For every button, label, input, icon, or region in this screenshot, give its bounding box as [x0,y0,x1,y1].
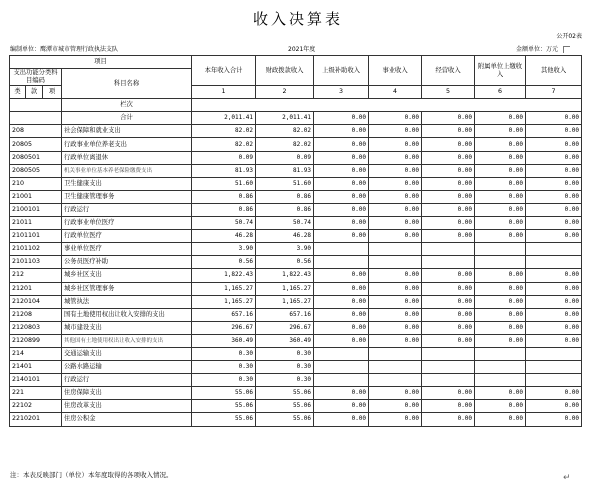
blank-cell [10,112,62,125]
amount-cell: 0.00 [475,308,526,321]
amount-cell: 0.00 [422,230,475,243]
function-code-cell: 2120104 [10,295,62,308]
amount-cell: 0.56 [192,256,256,269]
amount-cell: 0.00 [369,295,422,308]
amount-cell: 0.00 [314,151,369,164]
amount-cell: 1,822.43 [256,269,314,282]
amount-cell: 0.86 [192,190,256,203]
amount-cell [369,256,422,269]
amount-cell: 0.00 [314,295,369,308]
affiliated-income-header: 附属单位上缴收入 [475,56,526,86]
amount-cell: 0.00 [369,217,422,230]
amount-cell: 0.00 [314,400,369,413]
kind-header: 类 [10,86,26,99]
amount-cell: 0.00 [422,295,475,308]
function-code-cell: 214 [10,347,62,360]
subject-name-cell: 机关事业单位基本养老保险缴费支出 [62,164,192,177]
amount-cell [526,243,582,256]
column-index-label: 栏次 [62,99,192,112]
amount-cell: 0.09 [192,151,256,164]
amount-cell: 0.09 [256,151,314,164]
table-row [10,387,582,400]
amount-cell: 55.06 [192,413,256,426]
other-income-header: 其他收入 [526,56,582,86]
amount-cell: 55.06 [256,400,314,413]
table-row [10,400,582,413]
amount-cell: 51.60 [256,177,314,190]
blank-cell [10,99,62,112]
table-row [10,203,582,216]
compiling-unit: 编制单位：鹰潭市城市管理行政执法支队 [10,46,119,53]
amount-cell: 0.00 [475,387,526,400]
amount-cell: 0.00 [369,334,422,347]
amount-cell: 0.00 [369,321,422,334]
amount-cell [526,374,582,387]
amount-cell: 0.86 [256,203,314,216]
col-no: 1 [192,86,256,99]
amount-cell [475,243,526,256]
amount-cell: 296.67 [192,321,256,334]
amount-cell: 657.16 [192,308,256,321]
amount-cell: 0.00 [422,125,475,138]
amount-cell: 0.00 [526,138,582,151]
function-code-cell: 21011 [10,217,62,230]
amount-cell [475,256,526,269]
total-income-header: 本年收入合计 [192,56,256,86]
subject-name-cell: 其他国有土地使用权出让收入安排的支出 [62,334,192,347]
column-index-row [10,99,582,112]
amount-cell [475,361,526,374]
amount-cell: 0.00 [526,203,582,216]
paragraph-mark-icon: ↵ [563,473,571,483]
amount-cell: 0.00 [422,308,475,321]
subject-name-cell: 行政运行 [62,374,192,387]
amount-cell: 55.06 [256,387,314,400]
amount-cell: 0.00 [369,400,422,413]
page-title: 收入决算表 [252,10,343,28]
amount-cell: 0.00 [369,203,422,216]
amount-cell: 0.00 [475,138,526,151]
amount-cell: 0.00 [475,269,526,282]
section-header: 款 [26,86,43,99]
amount-cell: 0.00 [526,230,582,243]
subject-name-cell: 事业单位医疗 [62,243,192,256]
table-row [10,151,582,164]
corner-mark [563,46,570,53]
subject-name-cell: 城乡社区管理事务 [62,282,192,295]
amount-cell [369,243,422,256]
amount-cell: 1,165.27 [256,282,314,295]
amount-cell: 0.00 [314,164,369,177]
subject-name-header: 科目名称 [62,69,192,99]
amount-cell: 0.00 [526,334,582,347]
amount-cell: 55.06 [256,413,314,426]
amount-cell: 82.02 [256,138,314,151]
function-code-cell: 2080505 [10,164,62,177]
amount-cell: 0.00 [475,321,526,334]
amount-cell: 0.30 [256,374,314,387]
amount-cell: 0.00 [422,164,475,177]
amount-cell: 3.90 [192,243,256,256]
project-header: 项目 [10,56,192,69]
amount-cell: 0.00 [314,269,369,282]
amount-cell: 0.00 [475,164,526,177]
col-no: 2 [256,86,314,99]
amount-cell: 0.00 [369,230,422,243]
superior-subsidy-header: 上级补助收入 [314,56,369,86]
subject-name-cell: 城市建设支出 [62,321,192,334]
amount-cell: 50.74 [256,217,314,230]
blank-cell [192,99,582,112]
amount-cell: 0.00 [526,400,582,413]
table-row [10,269,582,282]
table-row [10,321,582,334]
fiscal-year: 2021年度 [288,46,316,53]
table-row [10,190,582,203]
table-row [10,413,582,426]
amount-cell: 0.00 [526,269,582,282]
table-row [10,308,582,321]
amount-cell: 0.00 [369,190,422,203]
amount-cell: 0.00 [369,387,422,400]
amount-cell [475,374,526,387]
table-row [10,177,582,190]
amount-cell: 0.00 [422,321,475,334]
function-code-cell: 21401 [10,361,62,374]
amount-cell: 657.16 [256,308,314,321]
col-no: 4 [369,86,422,99]
amount-cell: 0.00 [314,387,369,400]
amount-cell: 0.00 [422,413,475,426]
currency-unit: 金额单位：万元 [515,46,558,53]
amount-cell: 1,165.27 [256,295,314,308]
subject-name-cell: 行政运行 [62,203,192,216]
subject-name-cell: 国有土地使用权出让收入安排的支出 [62,308,192,321]
amount-cell: 82.02 [192,138,256,151]
subject-name-cell: 交通运输支出 [62,347,192,360]
amount-cell [422,374,475,387]
total-value: 2,011.41 [256,112,314,125]
amount-cell: 0.30 [256,347,314,360]
amount-cell: 0.00 [369,138,422,151]
amount-cell: 0.00 [475,177,526,190]
subject-name-cell: 住房公积金 [62,413,192,426]
amount-cell: 0.00 [314,321,369,334]
table-row [10,230,582,243]
amount-cell: 0.00 [314,125,369,138]
footnote: 注：本表反映部门（单位）本年度取得的各项收入情况。 [10,471,173,479]
function-code-cell: 210 [10,177,62,190]
subject-name-cell: 城乡社区支出 [62,269,192,282]
amount-cell: 0.00 [314,230,369,243]
amount-cell: 0.00 [369,269,422,282]
operating-income-header: 经营收入 [422,56,475,86]
col-no: 5 [422,86,475,99]
amount-cell: 0.00 [526,413,582,426]
amount-cell: 1,822.43 [192,269,256,282]
function-code-cell: 21201 [10,282,62,295]
amount-cell: 0.00 [526,217,582,230]
col-no: 6 [475,86,526,99]
amount-cell: 0.00 [526,164,582,177]
amount-cell: 0.00 [526,387,582,400]
item-header: 项 [43,86,62,99]
amount-cell: 0.00 [422,151,475,164]
amount-cell: 0.00 [422,269,475,282]
amount-cell [369,361,422,374]
table-row [10,295,582,308]
total-value: 0.00 [369,112,422,125]
function-code-cell: 2101103 [10,256,62,269]
total-value: 0.00 [422,112,475,125]
function-code-header: 支出功能分类科目编码 [10,69,62,86]
amount-cell: 0.00 [475,230,526,243]
amount-cell: 0.00 [369,125,422,138]
amount-cell: 0.30 [256,361,314,374]
amount-cell: 360.49 [192,334,256,347]
table-row [10,125,582,138]
amount-cell: 0.00 [314,203,369,216]
amount-cell: 55.06 [192,400,256,413]
amount-cell: 0.30 [192,374,256,387]
amount-cell [422,347,475,360]
amount-cell: 0.00 [475,334,526,347]
table-row [10,164,582,177]
function-code-cell: 21001 [10,190,62,203]
total-value: 0.00 [526,112,582,125]
amount-cell: 0.00 [475,413,526,426]
amount-cell: 0.00 [314,413,369,426]
table-row [10,243,582,256]
amount-cell [526,256,582,269]
table-row [10,361,582,374]
amount-cell: 82.02 [192,125,256,138]
amount-cell: 0.00 [475,295,526,308]
income-table [9,55,582,427]
function-code-cell: 21208 [10,308,62,321]
amount-cell: 0.00 [475,125,526,138]
amount-cell: 0.00 [526,321,582,334]
amount-cell [422,361,475,374]
amount-cell [526,347,582,360]
function-code-cell: 22102 [10,400,62,413]
amount-cell: 0.00 [422,138,475,151]
amount-cell [422,256,475,269]
amount-cell: 82.02 [256,125,314,138]
subject-name-cell: 行政事业单位养老支出 [62,138,192,151]
amount-cell: 0.00 [314,334,369,347]
amount-cell: 0.00 [475,400,526,413]
subject-name-cell: 住房保障支出 [62,387,192,400]
amount-cell: 1,165.27 [192,282,256,295]
amount-cell [369,374,422,387]
amount-cell: 55.06 [192,387,256,400]
subject-name-cell: 行政单位医疗 [62,230,192,243]
col-no: 7 [526,86,582,99]
amount-cell: 0.00 [475,203,526,216]
function-code-cell: 2080501 [10,151,62,164]
amount-cell: 0.00 [526,177,582,190]
function-code-cell: 2140101 [10,374,62,387]
amount-cell [475,347,526,360]
amount-cell: 0.00 [475,190,526,203]
subject-name-cell: 住房改革支出 [62,400,192,413]
amount-cell: 0.00 [526,295,582,308]
subject-name-cell: 公路水路运输 [62,361,192,374]
amount-cell: 0.86 [192,203,256,216]
function-code-cell: 212 [10,269,62,282]
amount-cell: 81.93 [192,164,256,177]
amount-cell [369,347,422,360]
amount-cell: 50.74 [192,217,256,230]
amount-cell: 0.00 [422,190,475,203]
amount-cell: 0.00 [422,387,475,400]
amount-cell: 0.00 [314,308,369,321]
function-code-cell: 2210201 [10,413,62,426]
total-value: 2,011.41 [192,112,256,125]
amount-cell: 0.00 [369,164,422,177]
amount-cell: 0.30 [192,361,256,374]
amount-cell: 0.00 [526,151,582,164]
subject-name-cell: 行政单位离退休 [62,151,192,164]
function-code-cell: 2101101 [10,230,62,243]
table-row [10,374,582,387]
table-row [10,334,582,347]
amount-cell: 0.00 [526,282,582,295]
amount-cell: 0.86 [256,190,314,203]
amount-cell: 0.00 [422,203,475,216]
amount-cell: 0.00 [422,400,475,413]
table-row [10,347,582,360]
subject-name-cell: 卫生健康管理事务 [62,190,192,203]
amount-cell: 0.00 [369,308,422,321]
amount-cell: 51.60 [192,177,256,190]
function-code-cell: 20805 [10,138,62,151]
amount-cell: 46.28 [256,230,314,243]
amount-cell: 0.00 [369,177,422,190]
table-row [10,256,582,269]
function-code-cell: 208 [10,125,62,138]
subject-name-cell: 公务员医疗补助 [62,256,192,269]
meta-row [10,44,558,52]
total-value: 0.00 [475,112,526,125]
amount-cell: 0.00 [526,190,582,203]
table-row [10,282,582,295]
amount-cell: 0.00 [369,282,422,295]
amount-cell: 0.00 [314,177,369,190]
function-code-cell: 221 [10,387,62,400]
amount-cell: 0.00 [422,334,475,347]
amount-cell: 0.00 [422,177,475,190]
amount-cell: 0.00 [314,190,369,203]
amount-cell: 0.00 [422,282,475,295]
amount-cell: 3.90 [256,243,314,256]
total-value: 0.00 [314,112,369,125]
amount-cell: 0.00 [314,217,369,230]
function-code-cell: 2120899 [10,334,62,347]
subject-name-cell: 行政事业单位医疗 [62,217,192,230]
amount-cell: 0.00 [422,217,475,230]
amount-cell [314,374,369,387]
amount-cell: 360.49 [256,334,314,347]
amount-cell: 0.00 [526,308,582,321]
amount-cell: 0.00 [314,282,369,295]
subject-name-cell: 城管执法 [62,295,192,308]
amount-cell: 0.00 [369,151,422,164]
amount-cell [314,256,369,269]
amount-cell: 0.00 [475,217,526,230]
table-code: 公开02表 [556,33,582,40]
amount-cell: 81.93 [256,164,314,177]
function-code-cell: 2100101 [10,203,62,216]
amount-cell: 296.67 [256,321,314,334]
amount-cell [314,347,369,360]
business-income-header: 事业收入 [369,56,422,86]
total-row [10,112,582,125]
function-code-cell: 2101102 [10,243,62,256]
amount-cell: 46.28 [192,230,256,243]
col-no: 3 [314,86,369,99]
subject-name-cell: 卫生健康支出 [62,177,192,190]
table-row [10,138,582,151]
amount-cell: 0.00 [526,125,582,138]
table-row [10,217,582,230]
amount-cell [422,243,475,256]
fiscal-income-header: 财政拨款收入 [256,56,314,86]
function-code-cell: 2120803 [10,321,62,334]
amount-cell [314,243,369,256]
amount-cell [526,361,582,374]
amount-cell: 0.56 [256,256,314,269]
amount-cell [314,361,369,374]
amount-cell: 0.30 [192,347,256,360]
total-label: 合计 [62,112,192,125]
subject-name-cell: 社会保障和就业支出 [62,125,192,138]
amount-cell: 1,165.27 [192,295,256,308]
amount-cell: 0.00 [475,282,526,295]
amount-cell: 0.00 [369,413,422,426]
amount-cell: 0.00 [314,138,369,151]
amount-cell: 0.00 [475,151,526,164]
